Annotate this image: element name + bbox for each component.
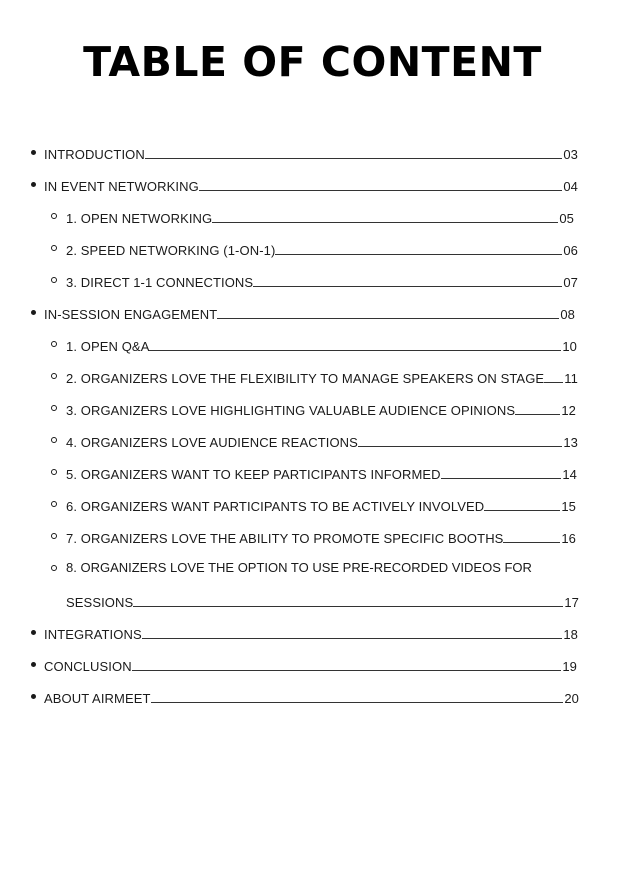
toc-entry-in-session-engagement[interactable] [0,298,625,330]
dot-leader [142,638,563,639]
toc-page-number: 06 [563,243,578,258]
toc-page-number: 18 [563,627,578,642]
circle-bullet-icon [51,437,57,443]
toc-page-number: 04 [563,179,578,194]
toc-entry-in-event-networking[interactable] [0,170,625,202]
toc-entry-label: 1. OPEN Q&A [66,339,150,354]
toc-entry-label: CONCLUSION [44,659,132,674]
circle-bullet-icon [51,245,57,251]
circle-bullet-icon [51,405,57,411]
toc-entry-direct-connections[interactable] [0,266,625,298]
circle-bullet-icon [51,533,57,539]
toc-page-number: 10 [562,339,577,354]
toc-entry-label: 2. ORGANIZERS LOVE THE FLEXIBILITY TO MANAGE SPEAKERS ON STAGE [66,371,545,386]
toc-entry-label: 8. ORGANIZERS LOVE THE OPTION TO USE PRE-RECORDED VIDEOS FOR [66,560,532,575]
disc-bullet-icon [31,662,36,667]
dot-leader [149,350,561,351]
dot-leader [133,606,563,607]
toc-entry-label: INTEGRATIONS [44,627,142,642]
toc-entry-manage-speakers[interactable] [0,362,625,394]
circle-bullet-icon [51,277,57,283]
toc-entry-label: 3. ORGANIZERS LOVE HIGHLIGHTING VALUABLE AUDIENCE OPINIONS [66,403,516,418]
toc-page-number: 12 [561,403,576,418]
toc-page-number: 14 [562,467,577,482]
dot-leader [199,190,563,191]
disc-bullet-icon [31,630,36,635]
toc-entry-introduction[interactable] [0,138,625,170]
disc-bullet-icon [31,150,36,155]
dot-leader [358,446,562,447]
toc-entry-audience-opinions[interactable] [0,394,625,426]
toc-entry-pre-recorded-videos-continued[interactable] [0,586,625,618]
toc-entry-label: SESSIONS [66,595,134,610]
circle-bullet-icon [51,565,57,571]
dot-leader [544,382,563,383]
toc-entry-speed-networking[interactable] [0,234,625,266]
toc-entry-conclusion[interactable] [0,650,625,682]
toc-page-number: 20 [564,691,579,706]
toc-entry-audience-reactions[interactable] [0,426,625,458]
toc-page-number: 05 [559,211,574,226]
dot-leader [275,254,562,255]
toc-entry-pre-recorded-videos[interactable] [0,554,625,586]
disc-bullet-icon [31,694,36,699]
toc-entry-label: ABOUT AIRMEET [44,691,151,706]
disc-bullet-icon [31,182,36,187]
dot-leader [441,478,562,479]
toc-entry-label: IN EVENT NETWORKING [44,179,199,194]
circle-bullet-icon [51,469,57,475]
circle-bullet-icon [51,213,57,219]
toc-entry-participants-involved[interactable] [0,490,625,522]
dot-leader [145,158,562,159]
toc-entry-about-airmeet[interactable] [0,682,625,714]
toc-entry-specific-booths[interactable] [0,522,625,554]
dot-leader [217,318,559,319]
toc-page-number: 07 [563,275,578,290]
toc-page-number: 08 [560,307,575,322]
toc-entry-integrations[interactable] [0,618,625,650]
toc-page-number: 03 [563,147,578,162]
toc-entry-open-qa[interactable] [0,330,625,362]
toc-page-number: 16 [561,531,576,546]
toc-page-number: 17 [564,595,579,610]
dot-leader [503,542,560,543]
dot-leader [484,510,560,511]
toc-entry-label: INTRODUCTION [44,147,145,162]
dot-leader [212,222,558,223]
circle-bullet-icon [51,373,57,379]
disc-bullet-icon [31,310,36,315]
toc-entry-open-networking[interactable] [0,202,625,234]
toc-entry-label: 3. DIRECT 1-1 CONNECTIONS [66,275,254,290]
toc-page-number: 19 [562,659,577,674]
dot-leader [253,286,562,287]
toc-entry-label: IN-SESSION ENGAGEMENT [44,307,218,322]
toc-page-number: 11 [564,371,578,386]
toc-page-number: 15 [561,499,576,514]
toc-entry-label: 4. ORGANIZERS LOVE AUDIENCE REACTIONS [66,435,358,450]
toc-entry-participants-informed[interactable] [0,458,625,490]
toc-entry-label: 5. ORGANIZERS WANT TO KEEP PARTICIPANTS INFORMED [66,467,441,482]
toc-entry-label: 1. OPEN NETWORKING [66,211,213,226]
dot-leader [151,702,564,703]
toc-page-number: 13 [563,435,578,450]
page-title: TABLE OF CONTENT [83,38,542,86]
toc-entry-label: 6. ORGANIZERS WANT PARTICIPANTS TO BE ACTIVELY INVOLVED [66,499,485,514]
dot-leader [515,414,560,415]
circle-bullet-icon [51,501,57,507]
dot-leader [132,670,562,671]
toc-entry-label: 7. ORGANIZERS LOVE THE ABILITY TO PROMOTE SPECIFIC BOOTHS [66,531,504,546]
circle-bullet-icon [51,341,57,347]
toc-entry-label: 2. SPEED NETWORKING (1-ON-1) [66,243,276,258]
